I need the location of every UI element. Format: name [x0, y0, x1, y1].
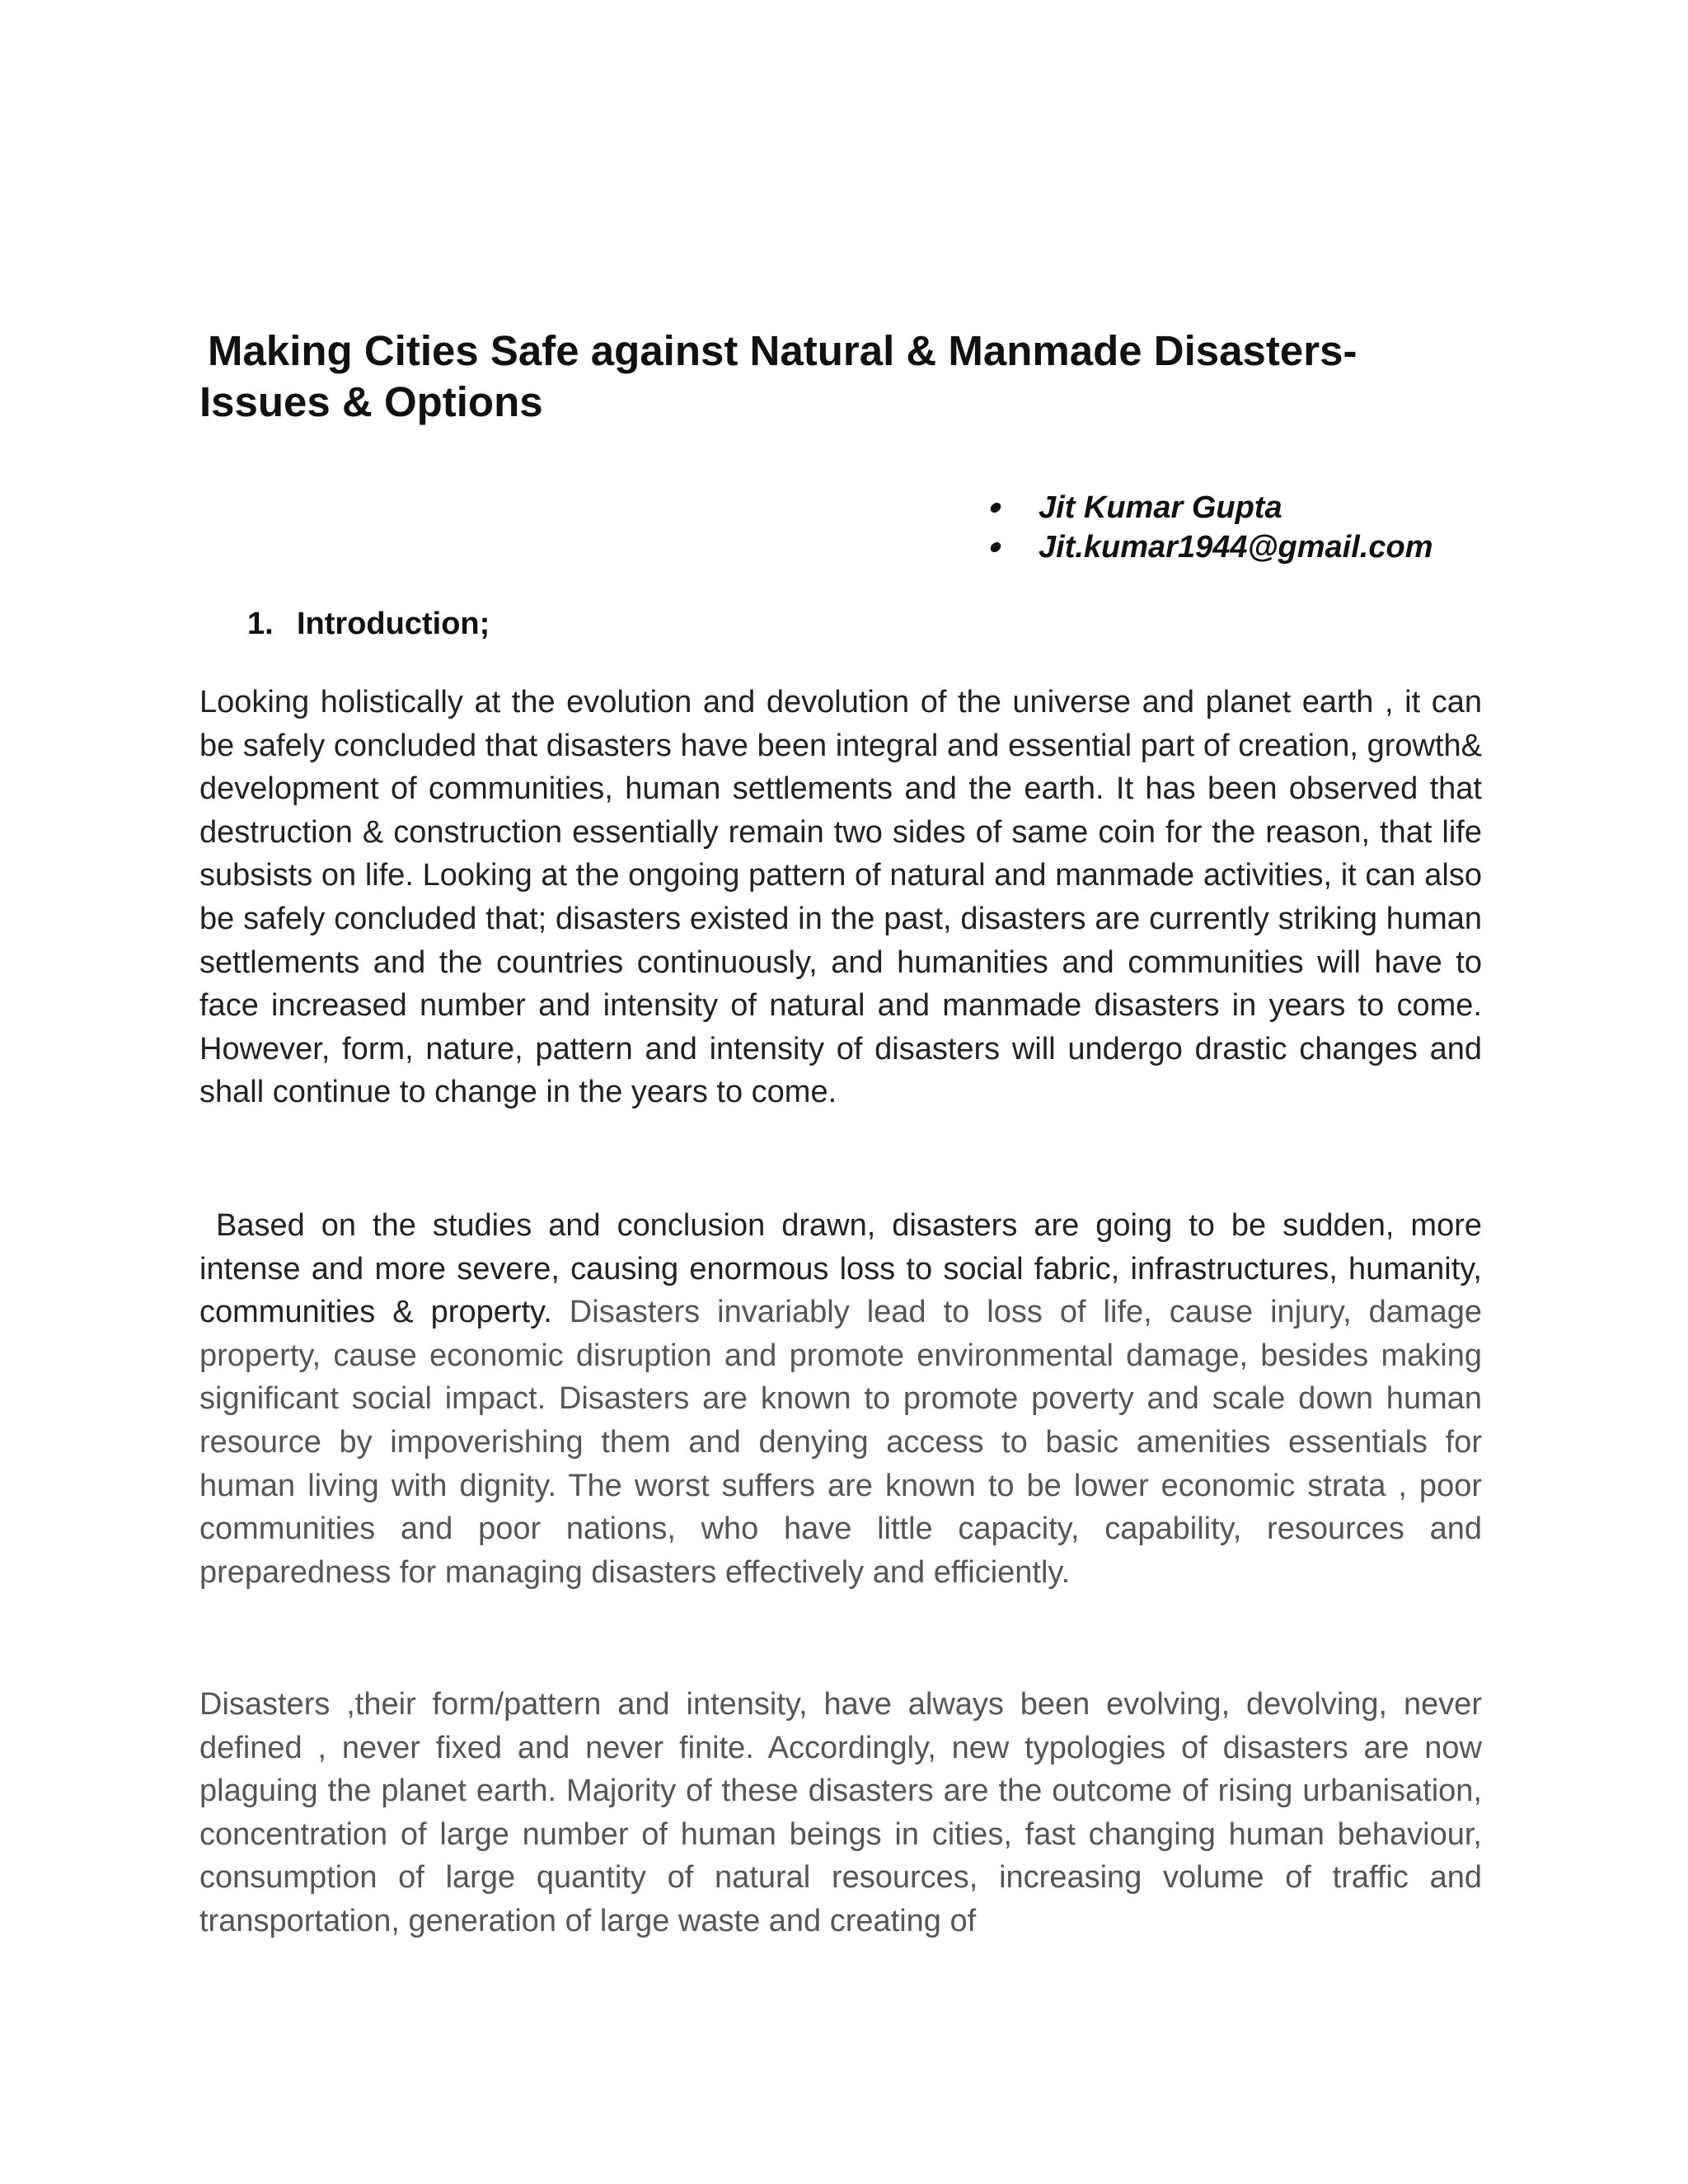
section-number: 1. [247, 607, 274, 641]
section-heading [247, 604, 490, 644]
title-line-1: Making Cities Safe against Natural & Manmade Disasters- [208, 327, 1357, 374]
bullet-icon [989, 542, 1001, 552]
bullet-icon [989, 503, 1001, 513]
paragraph-1: Looking holistically at the evolution and devolution of the universe and planet earth , it can be safely concluded that disasters have been integral and essential part of creation, growth& development of communities, human settlements and the earth. It has been observed that destruction & construction essentially remain two sides of same coin for the reason, that life subsists on life. Looking at the ongoing pattern of natural and manmade activities, it can also be safely concluded that; disasters existed in the past, disasters are currently striking human settlements and the countries continuously, and humanities and communities will have to face increased number and intensity of natural and manmade disasters in years to come. However, form, nature, pattern and intensity of disasters will undergo drastic changes and shall continue to change in the years to come. [199, 685, 1482, 1110]
paragraph-2-rest: Disasters invariably lead to loss of life, cause injury, damage property, cause economic disruption and promote environmental damage, besides making significant social impact. Disasters are known to promote poverty and scale down human resource by impoverishing them and denying access to basic amenities essentials for human living with dignity. The worst suffers are known to be lower economic strata , poor communities and poor nations, who have little capacity, capability, resources and preparedness for managing disasters effectively and efficiently. [199, 1295, 1482, 1590]
author-email: Jit.kumar1944@gmail.com [1039, 530, 1433, 565]
paragraph-2-lead: Based on the studies and conclusion drawn, disasters are going to be sudden, more intense and more severe, causing enormous loss to social fabric, infrastructures, humanity, communities & property. [199, 1208, 1482, 1330]
author-name: Jit Kumar Gupta [1039, 490, 1282, 525]
title-line-2: Issues & Options [199, 378, 543, 425]
author-email-item [981, 527, 1433, 567]
paragraph-2 [199, 1204, 1482, 1594]
paragraph-3: Disasters ,their form/pattern and intensity, have always been evolving, devolving, never defined , never fixed and never finite. Accordingly, new typologies of disasters are now plaguing the planet earth. Majority of these disasters are the outcome of rising urbanisation, concentration of large number of human beings in cities, fast changing human behaviour, consumption of large quantity of natural resources, increasing volume of traffic and transportation, generation of large waste and creating of [199, 1687, 1482, 1938]
section-title: Introduction; [297, 607, 490, 641]
document-title [199, 326, 1485, 428]
author-list [981, 488, 1433, 567]
author-name-item [981, 488, 1433, 527]
